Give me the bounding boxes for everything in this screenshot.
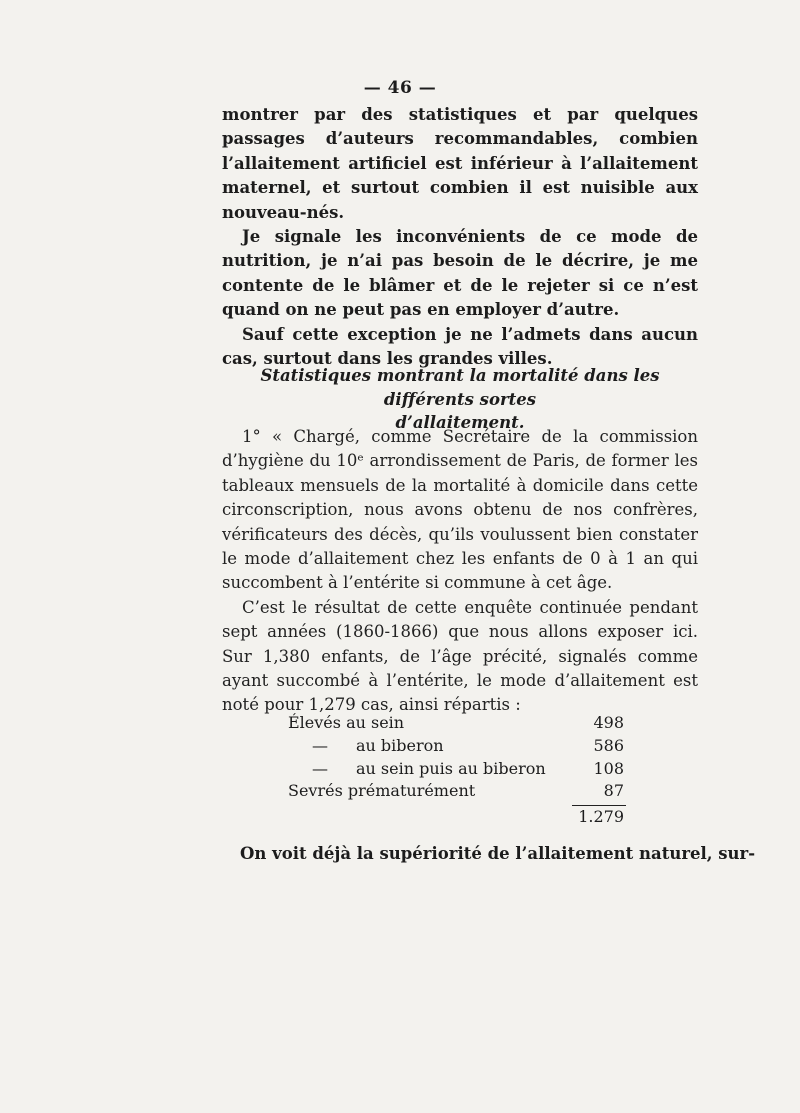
paragraph: C’est le résultat de cette enquête continuée pendant sept années (1860-1866) que nous allons exposer ici. Sur 1,380 enfants, de l’âge précité, signalés comme ayant succombé à l’entérite, le mode d’allaitement est noté pour 1,279 cas, ainsi répartis :: [222, 597, 698, 715]
table-total: 1.279: [578, 807, 624, 826]
ditto-dash: —: [312, 735, 328, 755]
row-value: 108: [593, 758, 624, 778]
row-value: 87: [603, 781, 624, 801]
paragraph: montrer par des statistiques et par quelques passages d’auteurs recommandables, combien l’allaitement artificiel est inférieur à l’allaitement maternel, et surtout combien il est nuisible aux nouveau-nés.: [222, 105, 698, 222]
row-value: 586: [593, 735, 624, 755]
paragraph: Je signale les inconvénients de ce mode de nutrition, je n’ai pas besoin de le décrire, je me contente de le blâmer et de le rejeter si ce n’est quand on ne peut pas en employer d’autre.: [222, 227, 698, 320]
section-heading: [222, 364, 698, 435]
table-row: [222, 735, 698, 758]
statistics-table: [222, 712, 698, 826]
closing-line: On voit déjà la supériorité de l’allaitement naturel, sur-: [240, 844, 756, 863]
heading-line-1: Statistiques montrant la mortalité dans les différents sortes: [260, 366, 660, 409]
paragraph: 1° « Chargé, comme Secrétaire de la commission d’hygiène du 10ᵉ arrondissement de Paris, de former les tableaux mensuels de la mortalité à domicile dans cette circonscription, nous avons obtenu de nos confrères, vérificateurs des décès, qu’ils voulussent bien constater le mode d’allaitement chez les enfants de 0 à 1 an qui succombent à l’entérite si commune à cet âge.: [222, 427, 698, 593]
table-row: [222, 780, 698, 803]
row-label: au sein puis au biberon: [356, 758, 546, 778]
row-value: 498: [593, 713, 624, 732]
intro-text: [222, 103, 698, 371]
body-text: [222, 425, 698, 718]
table-row: [222, 758, 698, 781]
row-label: Sevrés prématurément: [288, 781, 476, 801]
ditto-dash: —: [312, 758, 328, 778]
table-row: [222, 712, 698, 735]
row-label: au biberon: [356, 735, 444, 755]
heading-line-2: d’allaitement.: [395, 413, 525, 432]
paragraph: Sauf cette exception je ne l’admets dans aucun cas, surtout dans les grandes villes.: [222, 324, 698, 369]
page-number: — 46 —: [363, 78, 437, 98]
row-label: Élevés au sein: [288, 713, 405, 732]
